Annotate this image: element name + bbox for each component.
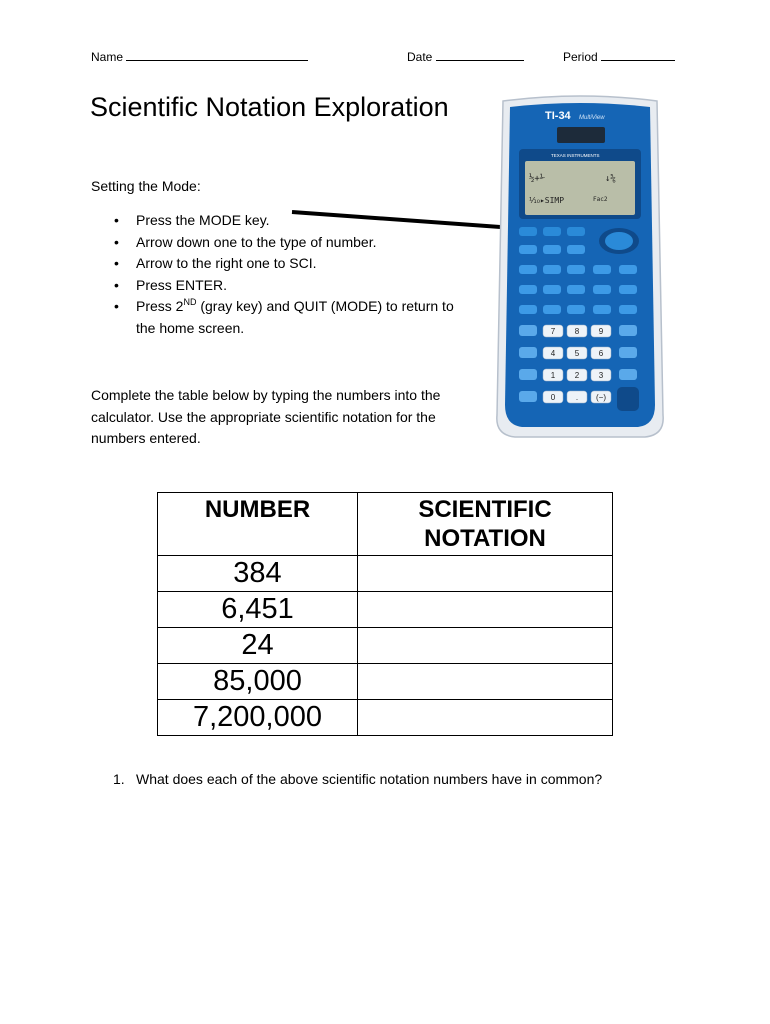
period-field	[563, 48, 675, 64]
number-cell: 6,451	[158, 592, 358, 628]
name-blank[interactable]	[126, 48, 308, 61]
svg-text:7: 7	[550, 327, 556, 336]
table-row	[158, 556, 613, 592]
number-column-header: NUMBER	[158, 493, 358, 556]
svg-text:2: 2	[574, 371, 580, 380]
svg-text:.: .	[575, 393, 579, 402]
step-item	[136, 296, 476, 339]
svg-text:Fac2: Fac2	[593, 196, 608, 203]
step-text: (gray key) and QUIT (MODE) to return to the home screen.	[136, 298, 454, 336]
step-text: Press 2	[136, 298, 184, 314]
scientific-notation-column-header: SCIENTIFIC NOTATION	[358, 493, 613, 556]
table-header-row	[158, 493, 613, 556]
svg-text:½+⅟: ½+⅟	[529, 174, 546, 184]
svg-text:↓⅚: ↓⅚	[605, 174, 616, 184]
calc-model: TI-34	[545, 110, 571, 122]
answer-cell[interactable]	[358, 700, 613, 736]
svg-text:8: 8	[574, 327, 580, 336]
step-item: • Arrow down one to the type of number.	[136, 232, 476, 254]
answer-cell[interactable]	[358, 556, 613, 592]
svg-text:(−): (−)	[596, 393, 606, 402]
number-cell: 85,000	[158, 664, 358, 700]
svg-text:1: 1	[550, 371, 556, 380]
table-row	[158, 592, 613, 628]
date-field	[407, 48, 524, 64]
question-number: 1.	[113, 771, 125, 787]
question-text: What does each of the above scientific notation numbers have in common?	[136, 771, 603, 787]
scientific-notation-table	[157, 492, 613, 736]
svg-text:4: 4	[550, 349, 556, 358]
answer-cell[interactable]	[358, 664, 613, 700]
period-blank[interactable]	[601, 48, 675, 61]
name-label: Name	[91, 50, 124, 64]
table-row	[158, 700, 613, 736]
step-item: • Press ENTER.	[136, 275, 476, 297]
step-item: • Press the MODE key.	[136, 210, 476, 232]
question-1	[113, 771, 602, 787]
svg-text:5: 5	[574, 349, 580, 358]
svg-text:3: 3	[598, 371, 604, 380]
period-label: Period	[563, 50, 598, 64]
calc-model-suffix: MultiView	[579, 115, 605, 121]
step-superscript: ND	[183, 297, 197, 307]
svg-text:0: 0	[550, 393, 556, 402]
name-field	[91, 48, 308, 64]
number-cell: 7,200,000	[158, 700, 358, 736]
table-instructions: Complete the table below by typing the numbers into the calculator. Use the appropriate scientific notation for the numbers entered.	[91, 387, 441, 446]
mode-heading: Setting the Mode:	[91, 178, 201, 194]
svg-text:⅒▸SIMP: ⅒▸SIMP	[529, 196, 565, 205]
date-blank[interactable]	[436, 48, 524, 61]
table-row	[158, 628, 613, 664]
date-label: Date	[407, 50, 433, 64]
svg-text:6: 6	[598, 349, 604, 358]
svg-text:9: 9	[598, 327, 604, 336]
number-cell: 24	[158, 628, 358, 664]
answer-cell[interactable]	[358, 628, 613, 664]
page-title: Scientific Notation Exploration	[90, 92, 449, 122]
header	[91, 48, 681, 66]
number-cell: 384	[158, 556, 358, 592]
table-row	[158, 664, 613, 700]
step-item: • Arrow to the right one to SCI.	[136, 253, 476, 275]
calc-brand: TEXAS INSTRUMENTS	[551, 153, 600, 158]
answer-cell[interactable]	[358, 592, 613, 628]
calculator-image	[495, 95, 665, 440]
